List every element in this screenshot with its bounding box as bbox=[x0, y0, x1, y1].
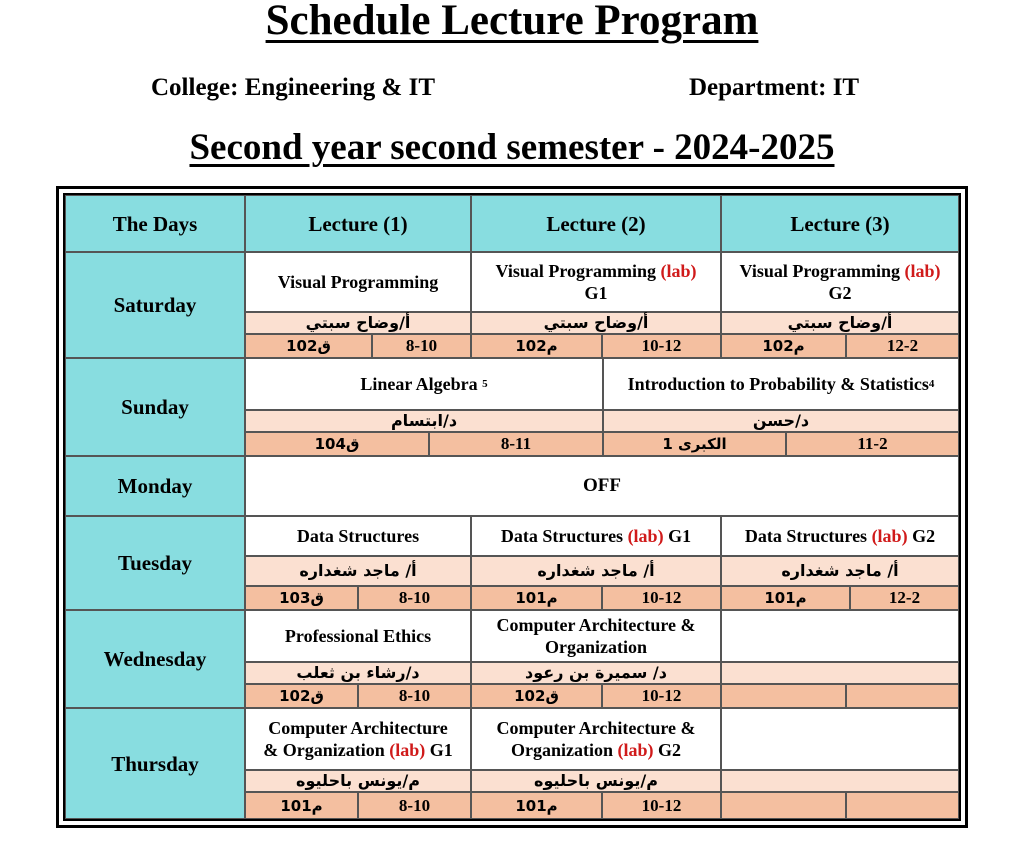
sunday-l1-instructor: د/ابتسام bbox=[245, 410, 603, 432]
semester-subtitle: Second year second semester - 2024-2025 bbox=[189, 127, 835, 168]
wednesday-l1-instructor: د/رشاء بن ثعلب bbox=[245, 662, 471, 684]
thursday-l3-empty bbox=[721, 708, 959, 770]
tuesday-l1-room: ق103 bbox=[245, 586, 358, 610]
tuesday-l1-time: 8-10 bbox=[358, 586, 471, 610]
monday-off: OFF bbox=[245, 456, 959, 516]
day-wednesday: Wednesday bbox=[65, 610, 245, 708]
sunday-l2-subject: Introduction to Probability & Statistics 4 bbox=[603, 358, 959, 410]
thursday-l1-time: 8-10 bbox=[358, 792, 471, 819]
sunday-l2-time: 11-2 bbox=[786, 432, 959, 456]
thursday-l1-room: م101 bbox=[245, 792, 358, 819]
thursday-l1-subject: Computer Architecture & Organization (lab) G1 bbox=[245, 708, 471, 770]
saturday-l3-time: 12-2 bbox=[846, 334, 959, 358]
wednesday-l1-time: 8-10 bbox=[358, 684, 471, 708]
tuesday-l1-instructor: أ/ ماجد شغداره bbox=[245, 556, 471, 586]
thursday-l2-subject: Computer Architecture & Organization (lab) G2 bbox=[471, 708, 721, 770]
saturday-l2-instructor: أ/وضاح سبتي bbox=[471, 312, 721, 334]
thursday-l1-instructor: م/يونس باحليوه bbox=[245, 770, 471, 792]
saturday-l3-room: م102 bbox=[721, 334, 846, 358]
wednesday-l2-instructor: د/ سميرة بن رعود bbox=[471, 662, 721, 684]
saturday-l2-time: 10-12 bbox=[602, 334, 721, 358]
thursday-l2-time: 10-12 bbox=[602, 792, 721, 819]
college-label: College: Engineering & IT bbox=[151, 74, 436, 101]
sunday-l2-instructor: د/حسن bbox=[603, 410, 959, 432]
tuesday-l3-time: 12-2 bbox=[850, 586, 959, 610]
tuesday-l3-subject: Data Structures (lab) G2 bbox=[721, 516, 959, 556]
header-lecture-1: Lecture (1) bbox=[245, 195, 471, 252]
day-monday: Monday bbox=[65, 456, 245, 516]
saturday-l2-subject: Visual Programming (lab) G1 bbox=[471, 252, 721, 312]
header-days: The Days bbox=[65, 195, 245, 252]
sunday-l1-time: 8-11 bbox=[429, 432, 603, 456]
wednesday-l1-room: ق102 bbox=[245, 684, 358, 708]
thursday-l3-room-empty bbox=[721, 792, 846, 819]
saturday-l1-room: ق102 bbox=[245, 334, 372, 358]
wednesday-l3-empty bbox=[721, 610, 959, 662]
thursday-l2-instructor: م/يونس باحليوه bbox=[471, 770, 721, 792]
header-lecture-2: Lecture (2) bbox=[471, 195, 721, 252]
wednesday-l3-instructor-empty bbox=[721, 662, 959, 684]
wednesday-l2-subject: Computer Architecture & Organization bbox=[471, 610, 721, 662]
sunday-l1-room: ق104 bbox=[245, 432, 429, 456]
page-title: Schedule Lecture Program bbox=[265, 0, 759, 44]
tuesday-l1-subject: Data Structures bbox=[245, 516, 471, 556]
wednesday-l2-time: 10-12 bbox=[602, 684, 721, 708]
day-thursday: Thursday bbox=[65, 708, 245, 819]
thursday-l3-time-empty bbox=[846, 792, 959, 819]
tuesday-l2-instructor: أ/ ماجد شغداره bbox=[471, 556, 721, 586]
day-tuesday: Tuesday bbox=[65, 516, 245, 610]
wednesday-l3-time-empty bbox=[846, 684, 959, 708]
thursday-l3-instructor-empty bbox=[721, 770, 959, 792]
tuesday-l3-instructor: أ/ ماجد شغداره bbox=[721, 556, 959, 586]
saturday-l3-instructor: أ/وضاح سبتي bbox=[721, 312, 959, 334]
saturday-l3-subject: Visual Programming (lab) G2 bbox=[721, 252, 959, 312]
sunday-l2-room: الكبرى 1 bbox=[603, 432, 786, 456]
saturday-l1-time: 8-10 bbox=[372, 334, 471, 358]
thursday-l2-room: م101 bbox=[471, 792, 602, 819]
tuesday-l2-time: 10-12 bbox=[602, 586, 721, 610]
saturday-l1-instructor: أ/وضاح سبتي bbox=[245, 312, 471, 334]
wednesday-l3-room-empty bbox=[721, 684, 846, 708]
tuesday-l2-subject: Data Structures (lab) G1 bbox=[471, 516, 721, 556]
sunday-l1-subject: Linear Algebra 5 bbox=[245, 358, 603, 410]
saturday-l2-room: م102 bbox=[471, 334, 602, 358]
department-label: Department: IT bbox=[689, 74, 860, 101]
day-sunday: Sunday bbox=[65, 358, 245, 456]
wednesday-l1-subject: Professional Ethics bbox=[245, 610, 471, 662]
day-saturday: Saturday bbox=[65, 252, 245, 358]
tuesday-l3-room: م101 bbox=[721, 586, 850, 610]
tuesday-l2-room: م101 bbox=[471, 586, 602, 610]
saturday-l1-subject: Visual Programming bbox=[245, 252, 471, 312]
header-lecture-3: Lecture (3) bbox=[721, 195, 959, 252]
wednesday-l2-room: ق102 bbox=[471, 684, 602, 708]
